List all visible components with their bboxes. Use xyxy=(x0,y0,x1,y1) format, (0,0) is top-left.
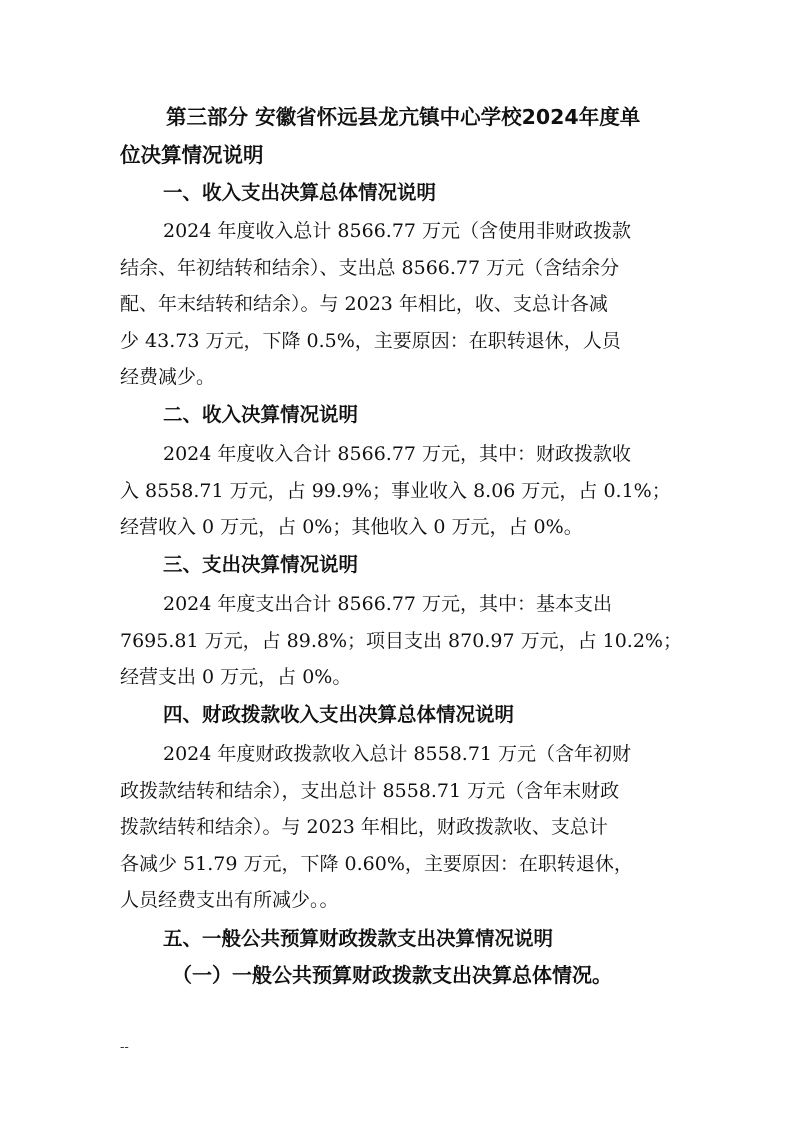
title-line-2: 位决算情况说明 xyxy=(120,143,264,167)
paragraph-line: 政拨款结转和结余），支出总计 8558.71 万元（含年末财政 xyxy=(120,779,620,802)
section-5-subheading: （一）一般公共预算财政拨款支出决算总体情况。 xyxy=(172,963,612,987)
paragraph-line: 2024 年度收入合计 8566.77 万元，其中：财政拨款收 xyxy=(163,443,632,465)
paragraph-line: 拨款结转和结余）。与 2023 年相比，财政拨款收、支总计 xyxy=(120,816,608,838)
paragraph-line: 配、年末结转和结余）。与 2023 年相比，收、支总计各减 xyxy=(120,293,608,315)
section-2-heading: 二、收入决算情况说明 xyxy=(163,403,359,426)
page-footer: -- xyxy=(120,1040,129,1055)
section-3-paragraph xyxy=(120,586,680,696)
paragraph-line: 结余、年初结转和结余）、支出总 8566.77 万元（含结余分 xyxy=(120,256,620,279)
page-title xyxy=(120,98,680,174)
paragraph-line: 人员经费支出有所减少。。 xyxy=(120,889,339,911)
paragraph-line: 入 8558.71 万元，占 99.9%；事业收入 8.06 万元，占 0.1%； xyxy=(120,479,671,502)
paragraph-line: 2024 年度支出合计 8566.77 万元，其中：基本支出 xyxy=(163,593,613,615)
section-5-heading: 五、一般公共预算财政拨款支出决算情况说明 xyxy=(163,927,554,950)
paragraph-line: 2024 年度收入总计 8566.77 万元（含使用非财政拨款 xyxy=(163,220,632,242)
paragraph-line: 2024 年度财政拨款收入总计 8558.71 万元（含年初财 xyxy=(163,743,632,765)
paragraph-line: 7695.81 万元，占 89.8%；项目支出 870.97 万元，占 10.2%； xyxy=(120,629,682,652)
paragraph-line: 各减少 51.79 万元，下降 0.60%，主要原因：在职转退休， xyxy=(120,852,633,875)
section-4-paragraph xyxy=(120,736,680,919)
paragraph-line: 经费减少。 xyxy=(120,366,216,388)
paragraph-line: 经营收入 0 万元，占 0%；其他收入 0 万元，占 0%。 xyxy=(120,516,583,538)
section-1-paragraph xyxy=(120,213,680,396)
section-1-heading: 一、收入支出决算总体情况说明 xyxy=(163,181,437,204)
title-line-1: 第三部分 安徽省怀远县龙亢镇中心学校2024年度单 xyxy=(166,105,641,129)
section-3-heading: 三、支出决算情况说明 xyxy=(163,553,359,576)
section-4-heading: 四、财政拨款收入支出决算总体情况说明 xyxy=(163,703,515,726)
paragraph-line: 少 43.73 万元，下降 0.5%，主要原因：在职转退休，人员 xyxy=(120,329,621,352)
section-2-paragraph xyxy=(120,436,680,546)
paragraph-line: 经营支出 0 万元，占 0%。 xyxy=(120,666,352,688)
